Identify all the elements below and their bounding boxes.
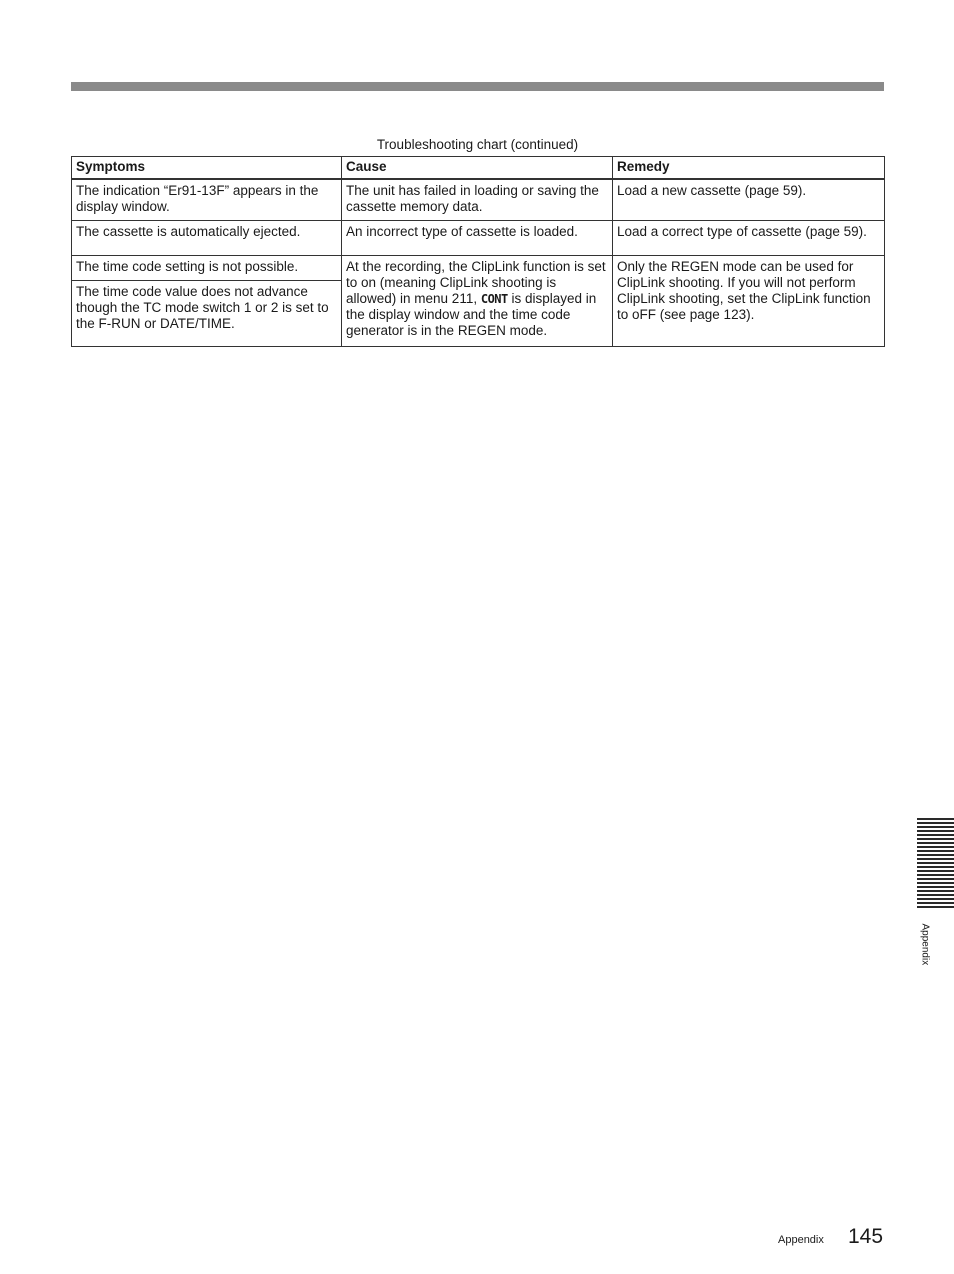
remedy-cell: Load a new cassette (page 59). [613, 179, 885, 221]
table-caption: Troubleshooting chart (continued) [376, 137, 579, 152]
symptom-cell: The cassette is automatically ejected. [72, 221, 342, 256]
cause-text-before: At the recording, the ClipLink function is set to on (meaning ClipLink shooting is allowed) in menu 211, [346, 259, 606, 306]
remedy-cell: Load a correct type of cassette (page 59). [613, 221, 885, 256]
cause-cell: The unit has failed in loading or saving the cassette memory data. [342, 179, 613, 221]
table-row [72, 256, 885, 281]
table-header-row [72, 157, 885, 180]
section-tab-marker [917, 818, 954, 910]
table-row [72, 179, 885, 221]
section-side-label: Appendix [919, 923, 931, 966]
footer-section-label: Appendix [778, 1234, 824, 1246]
cause-cell [342, 256, 613, 347]
header-symptoms: Symptoms [72, 157, 342, 180]
cause-text-after: is displayed in the display window and the time code generator is in the REGEN mode. [346, 291, 597, 338]
symptom-cell: The time code value does not advance though the TC mode switch 1 or 2 is set to the F-RUN or DATE/TIME. [72, 281, 342, 347]
cont-display-glyph: CONT [480, 292, 508, 306]
symptom-cell: The time code setting is not possible. [72, 256, 342, 281]
troubleshooting-table [71, 156, 885, 347]
header-cause: Cause [342, 157, 613, 180]
symptom-cell: The indication “Er91-13F” appears in the display window. [72, 179, 342, 221]
header-rule [71, 82, 884, 91]
header-remedy: Remedy [613, 157, 885, 180]
remedy-cell: Only the REGEN mode can be used for ClipLink shooting. If you will not perform ClipLink shooting, set the ClipLink function to oFF (see page 123). [613, 256, 885, 347]
page-number: 145 [848, 1225, 884, 1248]
table-row [72, 221, 885, 256]
cause-cell: An incorrect type of cassette is loaded. [342, 221, 613, 256]
